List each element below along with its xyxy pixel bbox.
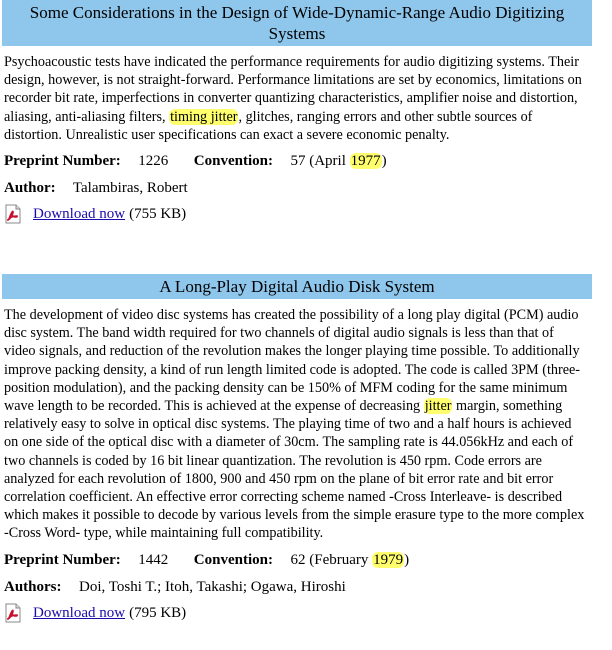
- paper-abstract: [4, 306, 592, 543]
- convention-value: 57 (April 1977): [290, 153, 387, 170]
- file-size: (755 KB): [129, 206, 187, 223]
- download-row: [4, 603, 592, 623]
- highlighted-term: jitter: [424, 398, 452, 415]
- download-row: [4, 204, 592, 224]
- download-link[interactable]: Download now: [33, 604, 126, 621]
- file-size: (795 KB): [129, 604, 187, 621]
- paper-abstract: [4, 53, 592, 144]
- convention-value: 62 (February 1979): [290, 551, 410, 568]
- author-row: [4, 178, 592, 198]
- paper-title: Some Considerations in the Design of Wide-Dynamic-Range Audio Digitizing Systems: [2, 0, 592, 46]
- convention-year: 1979: [373, 551, 404, 568]
- pdf-file-icon[interactable]: [4, 204, 22, 224]
- preprint-convention-row: [4, 151, 592, 171]
- abstract-text: The development of video disc systems has created the possibility of a long play digital (PCM) audio disc system. The band width required for two channels of digital audio signals is less than that of video signals, and reduction of the revolution makes the longer playing time possible. To additionally improve packing density, a kind of run length limited code is adopted. The code is called 3PM (three-position modulation), and the packing density can be 150% of MFM coding for the same minimum wave length to be recorded. This is achieved at the expense of decreasing: [4, 307, 581, 415]
- author-names: Doi, Toshi T.; Itoh, Takashi; Ogawa, Hiroshi: [79, 578, 346, 595]
- abstract-text: margin, something relatively easy to solve in optical disc systems. The playing time of two and a half hours is achieved on one side of the optical disc with a diameter of 30cm. The sampling rate is 44.056kHz and each of two channels is coded by 16 bit linear quantization. The revolution is 450 rpm. Code errors are analyzed for each revolution of 1800, 900 and 450 rpm on the plane of bit error rate and bit error correlation coefficient. An effective error correcting scheme named -Cross Interleave- is described which makes it possible to decode by various levels from the simple erasure type to the more complex -Cross Word- type, while maintaining full compatibility.: [4, 398, 585, 542]
- author-row: [4, 577, 592, 597]
- abstract-text: , glitches, ranging errors and other subtle sources of distortion. Unrealistic user specifications can exact a severe economic penalty.: [4, 108, 533, 143]
- author-label: Author:: [4, 180, 56, 197]
- preprint-number: 1442: [138, 551, 169, 568]
- paper-entry: [2, 0, 592, 224]
- convention-label: Convention:: [193, 551, 273, 568]
- pdf-file-icon[interactable]: [4, 603, 22, 623]
- preprint-number: 1226: [138, 153, 169, 170]
- paper-title: A Long-Play Digital Audio Disk System: [2, 274, 592, 299]
- convention-label: Convention:: [193, 153, 273, 170]
- preprint-label: Preprint Number:: [4, 551, 121, 568]
- author-names: Talambiras, Robert: [72, 180, 188, 197]
- preprint-label: Preprint Number:: [4, 153, 121, 170]
- preprint-convention-row: [4, 550, 592, 570]
- paper-entry: [2, 274, 592, 623]
- download-link[interactable]: Download now: [33, 206, 126, 223]
- convention-year: 1977: [350, 153, 381, 170]
- abstract-text: Psychoacoustic tests have indicated the performance requirements for audio digitizing systems. Their design, however, is not straight-forward. Performance limitations are set by economics, limitations on recorder bit rate, imperfections in converter quantizing characteristics, amplifier noise and distortion, aliasing, anti-aliasing filters,: [4, 54, 582, 125]
- highlighted-term: timing jitter: [170, 108, 238, 125]
- author-label: Authors:: [4, 578, 62, 595]
